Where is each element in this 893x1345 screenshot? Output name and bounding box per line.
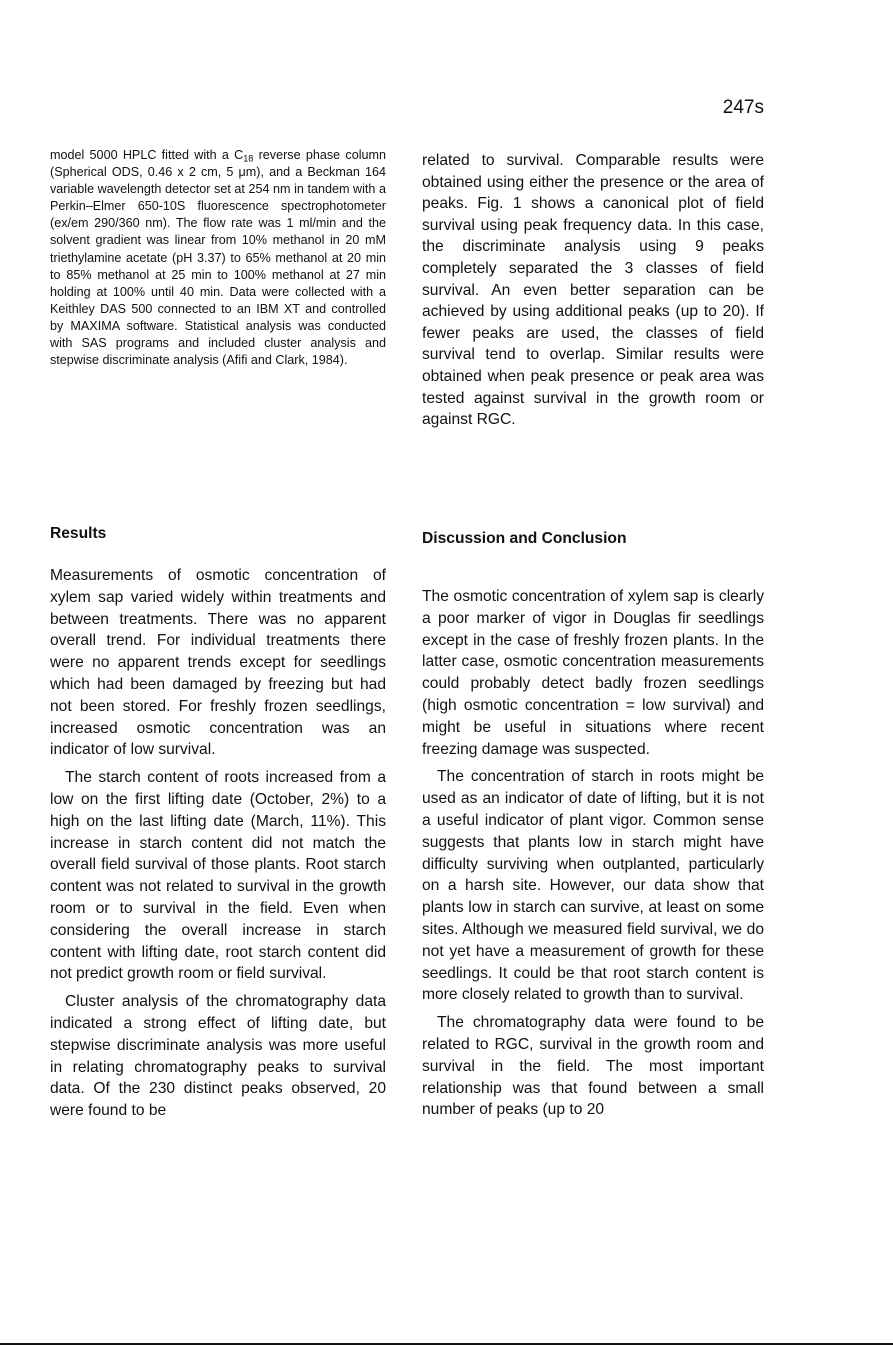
results-column bbox=[50, 565, 386, 1122]
methods-text-b: reverse phase column (Spherical ODS, 0.46 x 2 cm, 5 μm), and a Beckman 164 variable wavelength detector set at 254 nm in tandem with a Perkin–Elmer 650-10S fluorescence spectrophotometer (ex/em 290/360 nm). The flow rate was 1 ml/min and the solvent gradient was linear from 10% methanol in 20 mM triethylamine acetate (pH 3.37) to 65% methanol at 20 min to 85% methanol at 25 min to 100% methanol at 27 min holding at 100% until 40 min. Data were collected with a Keithley DAS 500 connected to an IBM XT and controlled by MAXIMA software. Statistical analysis was conducted with SAS programs and included cluster analysis and stepwise discriminate analysis (Afifi and Clark, 1984). bbox=[50, 148, 386, 368]
discussion-column bbox=[422, 586, 764, 1121]
results-continued-column bbox=[422, 150, 764, 431]
methods-paragraph bbox=[50, 147, 386, 369]
discussion-paragraph-2: The concentration of starch in roots might be used as an indicator of date of lifting, but it is not a useful indicator of plant vigor. Common sense suggests that plants low in starch might have difficulty surviving when outplanted, particularly on a harsh site. However, our data show that plants low in starch can survive, at least on some sites. Although we measured field survival, we do not yet have a measurement of growth for these seedlings. It could be that root starch content is more closely related to growth than to survival. bbox=[422, 768, 764, 1004]
discussion-heading: Discussion and Conclusion bbox=[422, 530, 627, 547]
page-number: 247s bbox=[722, 97, 764, 118]
results-paragraph-3: Cluster analysis of the chromatography data indicated a strong effect of lifting date, but stepwise discriminate analysis was more useful in relating chromatography peaks to survival data. Of the 230 distinct peaks observed, 20 were found to be bbox=[50, 993, 386, 1120]
methods-text-a: model 5000 HPLC fitted with a C bbox=[50, 148, 244, 162]
results-heading: Results bbox=[50, 525, 107, 542]
results-paragraph-2: The starch content of roots increased from a low on the first lifting date (October, 2%) to a high on the last lifting date (March, 11%). This increase in starch content did not match the overall field survival of those plants. Root starch content was not related to survival in the growth room or to survival in the field. Even when considering the overall increase in starch content with lifting date, root starch content did not predict growth room or field survival. bbox=[50, 769, 386, 983]
results-continued-paragraph: related to survival. Comparable results were obtained using either the presence or the area of peaks. Fig. 1 shows a canonical plot of field survival using peak frequency data. In this case, the discriminate analysis using 9 peaks completely separated the 3 classes of field survival. An even better separation can be achieved by using additional peaks (up to 20). If fewer peaks are used, the classes of field survival tend to overlap. Similar results were obtained when peak presence or peak area was tested against survival in the growth room or against RGC. bbox=[422, 152, 764, 429]
discussion-paragraph-1: The osmotic concentration of xylem sap is clearly a poor marker of vigor in Douglas fir seedlings except in the case of freshly frozen plants. In the latter case, osmotic concentration measurements could probably detect badly frozen seedlings (high osmotic concentration = low survival) and might be useful in situations where recent freezing damage was suspected. bbox=[422, 588, 764, 758]
methods-subscript: 18 bbox=[243, 153, 254, 164]
methods-continued-column bbox=[50, 147, 386, 369]
results-paragraph-1: Measurements of osmotic concentration of xylem sap varied widely within treatments and between treatments. There was no apparent overall trend. For individual treatments there were no apparent trends except for seedlings which had been damaged by freezing but had not been stored. For freshly frozen seedlings, increased osmotic concentration was an indicator of low survival. bbox=[50, 567, 386, 759]
discussion-paragraph-3: The chromatography data were found to be related to RGC, survival in the growth room and survival in the field. The most important relationship was that found between a small number of peaks (up to 20 bbox=[422, 1014, 764, 1119]
